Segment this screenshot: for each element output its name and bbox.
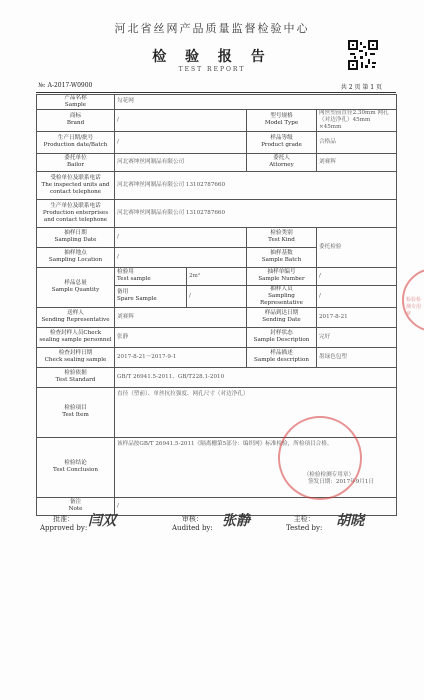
- bailor-value: 河北赛坤丝网制品有限公司: [115, 153, 247, 171]
- table-row: [37, 171, 397, 199]
- conclusion-label: 检验结论 Test Conclusion: [37, 437, 115, 497]
- spare-sample-value: /: [187, 285, 247, 307]
- approved-signature: 闫双: [88, 513, 116, 529]
- report-number: №: A-2017-W0900: [38, 82, 93, 89]
- sending-date-value: 2017-8-21: [317, 307, 397, 327]
- sample-number-value: /: [317, 267, 397, 285]
- grade-value: 合格品: [317, 131, 397, 153]
- sending-rep-value: 刘赛辉: [115, 307, 247, 327]
- report-title-en: TEST REPORT: [178, 66, 246, 73]
- sampling-loc-value: /: [115, 247, 247, 267]
- sampling-rep-label: 抽样人员 Sampling Representative: [247, 285, 317, 307]
- prod-date-value: /: [115, 131, 247, 153]
- check-date-value: 2017-8-21～2017-9-1: [115, 347, 247, 367]
- attorney-label: 委托人 Attorney: [247, 153, 317, 171]
- sampling-date-label: 抽样日期 Sampling Date: [37, 227, 115, 247]
- center-name: 河北省丝网产品质量监督检验中心: [114, 22, 310, 35]
- sample-number-label: 抽样单编号 Sample Number: [247, 267, 317, 285]
- conclusion-text: 该样品按GB/T 26941.5-2011《隔离栅第5部分：编织网》标准检验，所检项目合格。: [117, 440, 333, 447]
- issue-date: 签发日期：2017年9月1日: [307, 478, 375, 485]
- note-value: /: [115, 497, 397, 515]
- model-label: 型号规格 Model Type: [247, 109, 317, 131]
- sample-name-label: 产品名称 Sample: [37, 95, 115, 110]
- stamp-note: （检验检测专用章）: [303, 471, 355, 478]
- audited-signature: 张静: [222, 513, 250, 529]
- table-row: [37, 347, 397, 367]
- table-row: [37, 109, 397, 131]
- producer-label: 生产单位及联系电话 Production enterprises and contact telephone: [37, 199, 115, 227]
- standard-value: GB/T 26941.5-2011、GB/T228.1-2010: [115, 367, 397, 387]
- table-row: [37, 153, 397, 171]
- sample-desc2-value: 墨绿色包塑: [317, 347, 397, 367]
- tested-block: 主检： Tested by:: [286, 515, 323, 532]
- attorney-value: 刘赛辉: [317, 153, 397, 171]
- table-row: [37, 95, 397, 110]
- item-label: 检验项目 Test Item: [37, 387, 115, 437]
- check-personnel-label: 检查封样人员Check sealing sample personnel: [37, 327, 115, 347]
- sample-desc-value: 完好: [317, 327, 397, 347]
- note-label: 备注 Note: [37, 497, 115, 515]
- brand-value: /: [115, 109, 247, 131]
- page-info: 共 2 页 第 1 页: [340, 84, 382, 91]
- table-row: [37, 227, 397, 247]
- spare-sample-label: 备用 Spare Sample: [115, 285, 187, 307]
- sending-date-label: 样品到达日期 Sending Date: [247, 307, 317, 327]
- test-sample-label: 检验用 Test sample: [115, 267, 187, 285]
- grade-label: 样品等级 Product grade: [247, 131, 317, 153]
- table-row: [37, 307, 397, 327]
- sampling-rep-value: /: [317, 285, 397, 307]
- test-sample-value: 2m²: [187, 267, 247, 285]
- brand-label: 商标 Brand: [37, 109, 115, 131]
- inspected-value: 河北赛坤丝网制品有限公司 13102787660: [115, 171, 397, 199]
- table-row: [37, 327, 397, 347]
- sample-desc2-label: 样品描述 Sample description: [247, 347, 317, 367]
- bailor-label: 委托单位 Bailor: [37, 153, 115, 171]
- prod-date-label: 生产日期/批号 Production date/Batch: [37, 131, 115, 153]
- tested-signature: 胡晓: [336, 513, 364, 529]
- sample-batch-label: 抽样基数 Sample Batch: [247, 247, 317, 267]
- sample-name-value: 勾花网: [115, 95, 397, 110]
- sampling-date-value: /: [115, 227, 247, 247]
- inspected-label: 受检单位及联系电话 The inspected units and contact telephone: [37, 171, 115, 199]
- report-title: 检 验 报 告: [152, 49, 272, 65]
- sampling-loc-label: 抽样地点 Sampling Location: [37, 247, 115, 267]
- approved-block: 批准： Approved by:: [40, 515, 88, 532]
- producer-value: 河北赛坤丝网制品有限公司 13102787660: [115, 199, 397, 227]
- header-divider: [36, 92, 396, 93]
- sample-desc-label: 封样状态 Sample Description: [247, 327, 317, 347]
- test-kind-value: 委托检验: [317, 227, 397, 267]
- table-row: [37, 267, 397, 285]
- standard-label: 检验依据 Test Standard: [37, 367, 115, 387]
- audited-block: 审核： Audited by:: [172, 515, 213, 532]
- side-stamp-text: 检验检测专用章: [406, 297, 422, 317]
- table-row: [37, 199, 397, 227]
- inspection-stamp: [278, 416, 362, 500]
- quantity-label: 样品总量 Sample Quantity: [37, 267, 115, 307]
- model-value: 网丝塑前直径2.30mm 网孔（对边净孔）45mm ×45mm: [317, 109, 397, 131]
- table-row: [37, 367, 397, 387]
- sending-rep-label: 送样人 Sending Representative: [37, 307, 115, 327]
- check-personnel-value: 张静: [115, 327, 247, 347]
- table-row: [37, 131, 397, 153]
- item-value: 直径（塑前）、单丝抗拉强度、网孔尺寸（对边净孔）: [115, 387, 397, 437]
- test-kind-label: 检验类别 Test Kind: [247, 227, 317, 247]
- check-date-label: 检查封样日期 Check sealing sample: [37, 347, 115, 367]
